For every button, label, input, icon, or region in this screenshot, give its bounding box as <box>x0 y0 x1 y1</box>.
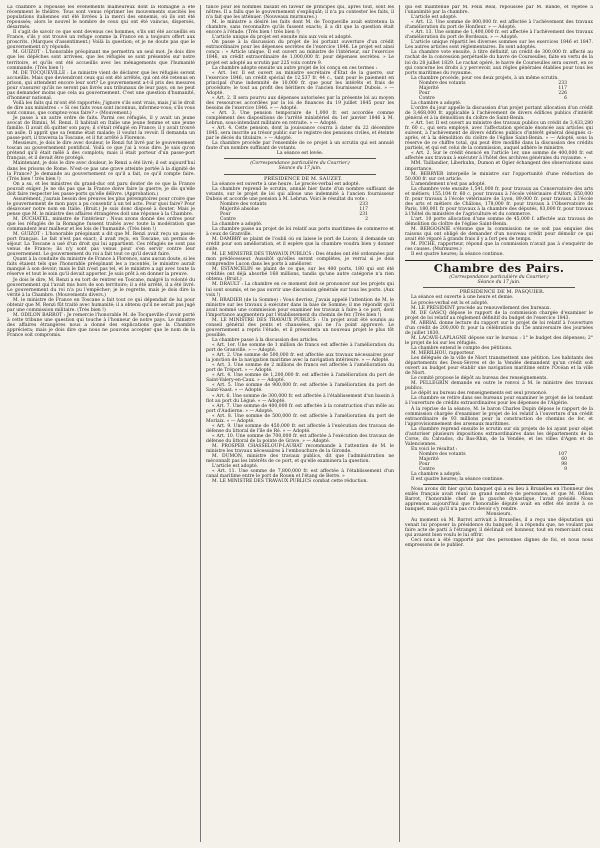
paragraph: « Art. 5. Une somme de 900,000 fr. est affectée à l'amélioration du port de Saint-Vaast. » — Adopté. <box>206 383 394 394</box>
paragraph: M. ODILON BARROT : Je remercie l'honorable M. de Tocqueville d'avoir porté à cette tribune une question qui touche à l'honneur de notre pays. Le ministre des affaires étrangères nous a donné des explications que la Chambre appréciera; mais je dois dire que nous ne pouvons accepter que le nom de la France soit compromis. <box>7 312 195 339</box>
paragraph: Maintenant, je dois le dire avec douleur, le Renzi a été livré; il est aujourd'hui dans les prisons de Rome. N'est-ce pas une grave atteinte portée à la dignité de la France? Je demande au gouvernement ce qu'il a fait, ce qu'il compte faire. (Très bien ! très bien !) <box>7 161 195 182</box>
paragraph: « Art. 2. Une somme de 500,000 fr. est affectée aux travaux nécessaires pour la jonction de la navigation maritime avec la navigation intérieure. » — Adopté. <box>206 353 394 364</box>
paragraph: « Art. 11. Une somme de 7,800,000 fr. est affectée à l'établissement d'un canal maritime entre le port de Rouen et l'étang de Berre. » <box>206 469 394 480</box>
paragraph: M. DE TOCQUEVILLE : Le ministre vient de déclarer que les réfugiés seront accueillis. Mais que deviendront ceux qui ont été arrêtés, qui ont été retenus en prison, qui attendent encore leur sort? Le gouvernement a-t-il pris des mesures pour s'assurer qu'ils ne seront pas livrés aux tribunaux de leur pays, on ne peut pas demander moins que cela au gouvernement. C'est une question d'humanité, d'honneur national. <box>7 70 195 101</box>
paragraph: Le comité propose le dépôt au bureau des renseignements. <box>411 376 548 382</box>
paragraph: M. PROSPER CHASSELOUP-LAUBAT recommande à l'attention de M. le ministre les travaux nécessaires à l'embouchure de la Gironde. <box>206 443 394 455</box>
paragraph: La chambre procède par l'ensemble de ce projet à un scrutin qui est annulé faute d'un nombre suffisant de votants. <box>206 141 394 152</box>
paragraph: « Art. 7. Une somme de 400,000 fr. est affectée à la construction d'un môle au port d'Audierne. » — Adopté. <box>206 403 394 414</box>
paragraph: M. LE PRÉSIDENT procède au renouvellement des bureaux. <box>411 305 551 311</box>
paragraph: M. le ministre a désiré les faits dont M. de Tocqueville avait entretenu la chambre, sans reconnaître qu'ils fussent exacts; il a dit que la question était encore à l'étude. (Très bien ! très bien !) <box>206 20 394 36</box>
vote-row: Nombre des votants 107 <box>419 451 567 457</box>
paragraph: Voilà les faits qui m'ont été rapportés; j'ignore s'ils sont vrais, mais j'ai le droit de dire aux ministres : « Si ces faits vous sont inconnus, informez-vous; s'ils vous sont connus, que comptez-vous faire? » (Mouvement.) <box>7 100 195 116</box>
paragraph: M. LE MINISTRE DES TRAVAUX PUBLICS : Un projet avait été soumis au conseil général des ponts et chaussées, qui ne l'a point approuvé. Le gouvernement a repris l'étude, et il présentera un nouveau projet le plus tôt possible. <box>206 317 394 338</box>
paragraph: Nous avons dit hier qu'un banquet qui a eu lieu à Bruxelles en l'honneur des exilés français avait réuni un grand nombre de personnes, et que M. Odilon Barrot, l'honorable chef de la gauche dynastique, l'avait présidé. Nous apprenons aujourd'hui que l'honorable député avait en effet été invité à ce banquet, mais qu'il n'a pas cru devoir s'y rendre. <box>405 487 593 513</box>
paragraph: M. LACAVE-LAPLAGNE dépose sur le bureau : 1° le budget des dépenses; 2° le projet de loi sur les réfugiés. <box>405 335 593 346</box>
paragraph: La chambre reprend le scrutin, annulé hier faute d'un nombre suffisant de votants, sur le projet de loi qui alloue une indemnité à l'ancien fournisseur Dubois et accorde une pension à M. Lebrun. Voici le résultat du vote : <box>206 186 394 202</box>
session-date: Séance du 17 juin. <box>278 166 322 172</box>
paragraph: La chambre a adopté. <box>212 221 263 227</box>
paragraph: L'article est adopté. <box>411 15 458 21</box>
paragraph: « Art. 2. Il sera pourvu aux dépenses autorisées par la présente loi au moyen des ressources accordées par la loi de finances du 19 juillet 1845 pour les besoins de l'exercice 1846. » — Adopté. <box>206 95 394 111</box>
paragraph: M. BERRYER interpelle le ministre sur l'opportunité d'une réduction de 50,000 fr. sur cet article. <box>405 171 593 182</box>
paragraph: « Art. 1er. Une somme de 1 million de francs est affectée à l'amélioration du port de Granville. » — Adopté. <box>206 343 394 354</box>
vote-row: Pour 226 <box>419 90 567 96</box>
paragraph: Assurément, j'aurais besoin des preuves les plus péremptoires pour croire que le gouvernement de mon pays a pu consentir à un tel acte. Pour quoi faire? Pour désavouer notre nom en Italie. (Bruit.) Je suis donc disposé à douter. Mais je pense que M. le ministre des affaires étrangères doit une réponse à la Chambre. <box>7 196 195 217</box>
paragraph: On a su, et les ministres du grand-duc ont paru douter de ce que la France pouvait exiger. Je ne dis pas que la France doive faire la guerre; je dis qu'elle doit faire respecter les passe-ports qu'elle délivre. (Approbation.) <box>7 181 195 197</box>
paragraph: La chambre reprend ensuite le scrutin sur six projets de loi ayant pour objet d'autoriser plusieurs impositions extraordinaires dans les départements de la Corse, du Calvados, du Bas-Rhin, de la Vendée, et les villes d'Agen et de Valenciennes. <box>405 426 593 447</box>
chambre-des-pairs-heading: Chambre des Pairs. <box>433 261 565 276</box>
paragraph: « Art. 9. Une somme de 450,000 fr. est affectée à l'exécution des travaux de défense du littoral de l'île de Ré. » — Adopté. <box>206 423 394 434</box>
paragraph: qui est maintenue par M. Félix Réal, repoussée par M. Bande, et rejetée à l'unanimité par la chambre. <box>405 5 593 16</box>
paragraph: « Art. 4. Cette pension, dont la jouissance courra à dater du 22 décembre 1845, sera inscrite au trésor public sur le registre des pensions civiles, et éteinte par le décès du titulaire. » — Adopté. <box>206 126 394 142</box>
paragraph: Je dois le dire, M. Renzi a eu tort de rentrer en Toscane, malgré la volonté du gouvernement qui l'avait mis hors de son territoire; il a été arrêté, il a été livré. Le gouvernement du roi n'a pu l'empêcher; je le regrette, mais je dois dire la vérité à la Chambre. (Mouvements divers.) <box>7 277 195 298</box>
session-date: Séance du 17 juin. <box>477 280 521 286</box>
paragraph: En voici le résultat : <box>411 446 458 452</box>
paragraph: Il est quatre heures; la séance continue. <box>411 252 504 258</box>
paragraph: Il est quatre heures; la séance continue. <box>411 477 504 483</box>
vote-row: Nombre des votants 233 <box>419 80 567 86</box>
paragraph: « Art. 13. Une somme de 1,400,000 fr. est affectée à l'achèvement des travaux d'amélioration du port de Bordeaux. » — Adopté. <box>405 30 593 41</box>
paragraph: M. ABRIAL donne lecture du rapport sur le projet de loi relatif à l'ouverture d'un crédit de 200,000 fr. pour la célébration du 15e anniversaire des journées de juillet 1830. <box>405 320 593 336</box>
paragraph: M. GUIZOT : L'honorable préopinant me permettra un seul mot. Je dois dire que les dépêches sont arrivées, que les réfugiés se sont présentés sur notre territoire, et qu'ils ont été accueillis avec les ménagements que l'humanité commande. (Très bien !) <box>7 50 195 71</box>
paragraph: M. DUCHATEL, ministre de l'intérieur : Nous avons donné des ordres pour que les réfugiés de la Romagne fussent traités avec toute la modération que commandent leur malheur et les lois de l'humanité. (Très bien !) <box>7 216 195 233</box>
paragraph: M. LE MINISTRE DES TRAVAUX PUBLICS combat cette réduction. <box>212 479 368 485</box>
paragraph: On passe à la discussion du projet de loi portant ouverture d'un crédit extraordinaire pour les dépenses secrètes de l'exercice 1846. Le projet est ainsi conçu : « Article unique. Il est ouvert au ministre de l'intérieur, sur l'exercice 1846, un crédit extraordinaire de 1,000,000 fr. pour dépenses secrètes. » Le projet est adopté au scrutin par 225 voix contre 9. <box>206 40 394 66</box>
paragraph: L'article unique répartit les diverses sommes sur les exercices 1846 et 1847. Les autres articles sont réglementaires. Ils sont adoptés. <box>405 40 593 51</box>
paragraph: M. MÉRILHOU, rapporteur. <box>411 351 475 356</box>
paragraph: « Art. 12. Une somme de 800,000 fr. est affectée à l'achèvement des travaux d'amélioration du port de Honfleur. » — Adopté. <box>405 20 593 31</box>
paragraph: La chambre passe au projet de loi relatif aux ports maritimes de commerce et à ceux de Granville. <box>206 226 394 238</box>
paragraph: Ceci nous a été rapporté par des personnes dignes de foi, et nous nous empressons de le publier. <box>405 537 593 548</box>
paragraph: Messieurs, je dois le dire avec douleur, le Renzi fut livré par le gouvernement toscan au gouvernement pontifical. Voilà ce que j'ai à vous dire. Je sais qu'on prétend qu'il était mêlé à des complots; mais il était porteur d'un passe-port français, et il devait être protégé. <box>7 141 195 162</box>
paragraph: Le dépôt au bureau des renseignements est seul prononcé. <box>411 391 548 397</box>
vote-row: Majorité 117 <box>419 85 567 91</box>
paragraph: « Art. 1er. Il est ouvert au ministre des travaux publics un crédit de 3,433,280 fr. 60 c., qui sera employé, avec l'affectation spéciale énoncée aux articles qui suivent, à l'achèvement de divers édifices publics d'intérêt général désignés ci-après, et à la démolition du cloître de l'église Saint-Benin. » — Adopté, sous la réserve de ce chiffre total, qui peut être modifié dans la discussion des crédits partiels, et qui est celui de la commission, auquel adhère le ministre. <box>405 121 593 152</box>
column-rule <box>399 5 400 842</box>
paragraph: Les délégués de la ville de Niort transmettent une pétition. Les habitants des départements des Deux-Sèvres et de la Vendée demandent qu'un crédit soit ouvert au budget pour établir une navigation maritime entre l'Océan et la ville de Niort. <box>405 356 593 377</box>
paragraph: L'article est adopté. <box>212 464 259 470</box>
paragraph: L'ordre du jour appelle la discussion d'un projet portant allocation d'un crédit de 3,468,000 fr. applicable à l'achèvement de divers édifices publics d'intérêt général et à la démolition du cloître de Saint-Benin. <box>405 105 593 122</box>
paragraph: MM. Taillandier, Liberkuhn, Dumon et Ogier échangent des observations sans importance. <box>405 161 593 172</box>
paragraph: M. PELLEGRIN demande en outre le renvoi à M. le ministre des travaux publics. <box>405 381 593 392</box>
presidency-heading: PRÉSIDENCE DE M. PASQUIER. <box>459 289 545 296</box>
paragraph: M. BERGOGNIÉ s'étonne que la commission ne se soit pas enquise des raisons qui ont obligé de demander d'un nouveau crédit pour démolir ce qui avait été réparé à grands frais il y a fort peu de temps. <box>405 227 593 243</box>
paragraph: M. DUMON, ministre des travaux publics, dit que l'administration ne méconnaît pas les intérêts de ce port, et qu'elle examinera la question. <box>206 454 394 465</box>
paragraph: M. GUIZOT : L'honorable préopinant a dit que M. Renzi avait reçu un passe-port français. Le fait n'est pas exact; il avait reçu, en Toscane, un permis de séjour. La Toscane a usé d'un droit qui lui appartient. Ces réfugiés ne sont pas venus de France; ils n'y sont pas venus pour s'en servir contre leur gouvernement. Le gouvernement du roi a fait tout ce qu'il devait faire. <box>7 232 195 258</box>
vote-row: Contre 6 <box>419 95 567 101</box>
paragraph: La chambre a adopté. <box>411 100 462 106</box>
paragraph: « Art. 8. Une somme de 500,000 fr. est affectée à l'amélioration du port de Morlaix. » — Adopté. <box>206 413 394 424</box>
paragraph: La chambre a repoussé les événements malheureux dont la Romagne a été récemment le théâtre. Tous sont venus réprimer les mouvements suscités les populations italiennes ont été livrées à la merci des ennemis, où ils ont été repoussés; alors le nouvel le nombre de ceux qui ont été vaincus, dispersés, désarmés. <box>7 5 195 31</box>
paragraph: La chambre passe à la discussion des articles. <box>212 338 319 343</box>
vote-row: Pour 231 <box>220 211 368 217</box>
paragraph: « Art. 10. Une somme de 700,000 fr. est affectée à l'exécution des travaux de défense du littoral de la pointe de Grave. » — Adopté. <box>206 433 394 444</box>
paragraph: « Art. 1er. Il est ouvert au ministre secrétaire d'État de la guerre, sur l'exercice 1846, un crédit spécial de 12,537 fr. 44 c., tant pour le paiement en principal d'une indemnité de 10,000 fr. que pour les intérêts et frais de procédure; le tout au profit des héritiers de l'ancien fournisseur Dubois. » — Adopté. <box>206 70 394 96</box>
paragraph: M. DRAULT : La chambre en ce moment doit se prononcer sur les projets qui lui sont soumis, et ne pas ouvrir une discussion générale sur tous les ports. (Aux voix !) <box>206 282 394 298</box>
paragraph: Il s'agit de savoir ce que sont devenus ces hommes, s'ils ont été accueillis en France, s'ils y ont trouvé un refuge comme la France en a toujours offert aux proscrits. (Marques d'assentiment.) Voilà la question; et je ne doute pas que le gouvernement n'y réponde. <box>7 30 195 51</box>
session-end: La séance est levée. <box>276 151 324 157</box>
paragraph: L'art. 10 porte allocation d'une somme de 45,000 f. affectée aux travaux de démolition du cloître de l'église Saint-Benin. <box>405 216 593 228</box>
paragraph: Au moment où M. Barrot arrivait à Bruxelles, il a reçu une députation qui venait lui proposer la présidence du banquet; il a répondu que, ne voulant pas faire acte de parti à l'étranger, il déclinait cet honneur, tout en remerciant ceux qui avaient bien voulu le lui offrir. <box>405 517 593 538</box>
paragraph: La séance est ouverte à une heure. Le procès-verbal est adopté. <box>212 181 360 187</box>
column-2 <box>206 5 394 842</box>
correspondence-line: (Correspondance particulière du Courrier.) <box>250 161 350 167</box>
column-3 <box>405 5 593 842</box>
paragraph: Monsieurs, <box>486 512 512 518</box>
paragraph: « Art. 6. Une somme de 300,000 fr. est affectée à l'établissement d'un bassin à flot au port du Légué. » — Adopté. <box>206 393 394 404</box>
paragraph: Quant à la conduite du ministre de France à Florence, sans aucun doute, si les faits étaient tels que l'honorable préopinant les a racontés, le ministre aurait manqué à son devoir; mais le fait n'est pas tel, et le ministre a agi avec toute la réserve et tout le soin qu'il devait apporter. Je suis prêt à en donner la preuve. <box>7 257 195 278</box>
correspondence-line: (Correspondance particulière du Courrier.) <box>449 275 549 281</box>
paragraph: M. LE MINISTRE DES TRAVAUX PUBLICS : Des études ont été ordonnées par mon prédécesseur. Aussitôt qu'elles seront complètes, je verrai si je dois comprendre Lucon dans les ports à améliorer. <box>206 252 394 268</box>
paragraph: La chambre procède, pour ces deux projets, à un même scrutin. <box>411 75 559 81</box>
column-1 <box>7 5 195 842</box>
paragraph: M. le ministre de France en Toscane a fait tout ce qui dépendait de lui pour obtenir que M. Renzi fût traité avec humanité; il a obtenu qu'il ne serait pas jugé par une commission militaire. (Très bien !) <box>7 297 195 313</box>
paragraph: « Art. 2. Sur le crédit énoncé en l'article 1er, une somme de 400,000 fr. est affectée aux travaux à exécuter à l'hôtel des archives générales du royaume. » <box>405 151 593 162</box>
vote-row: Majorité 60 <box>419 456 567 462</box>
paragraph: M. DE GASCQ dépose le rapport de la commission chargée d'examiner le projet de loi relatif au règlement définitif du budget de l'exercice 1843. <box>405 310 593 321</box>
vote-row: Contre 2 <box>220 216 368 222</box>
paragraph: « Art. 3. Une somme de 2 millions de francs est affectée à l'amélioration du port de Tréport. » — Adopté. <box>206 363 394 374</box>
paragraph: Le procès-verbal est lu et adopté. <box>411 300 489 306</box>
paragraph: La séance est ouverte à une heure et demie. <box>411 295 514 301</box>
vote-row: Majorité absolue 117 <box>220 206 368 212</box>
paragraph: La chambre a adopté. <box>411 472 462 478</box>
paragraph: tance pour les hommes faisant en faveur de principes qui, après tout, sont les nôtres. Il a fallu que le gouvernement s'expliquât; il n'a pu contester les faits, il n'a fait que les atténuer. (Nouveaux murmures.) <box>206 5 394 21</box>
vote-row: Pour 98 <box>419 462 567 468</box>
column-rule <box>200 5 201 842</box>
paragraph: La chambre vote ensuite 1,541,000 fr. pour travaux au Conservatoire des arts et métiers; 155,104 fr. 60 c. pour travaux à l'école vétérinaire d'Alfort; 650,000 fr. pour travaux à l'école vétérinaire de Lyon, 89,000 fr. pour travaux à l'école des arts et métiers de Châlons, 178,000 fr. pour travaux à l'Observatoire de Paris, 180,001 fr. pour travaux à la chambre des députés, 83,000 fr. pour travaux à l'hôtel du ministère de l'agriculture et du commerce. <box>405 186 593 217</box>
paragraph: M. BRADIER (de la Somme) : Vous devriez, j'avais appelé l'attention de M. le ministre sur les travaux à exécuter dans la baie de Somme; il me répondit qu'il avait nommé une commission pour examiner les travaux à faire à ce port, dont l'importance augmentera par l'établissement du chemin de fer. (Très bien !) <box>206 297 394 318</box>
presidency-heading: PRÉSIDENCE DE M. SAUZET. <box>263 175 343 182</box>
vote-row: Contre 9 <box>419 467 567 473</box>
section-divider <box>423 484 575 485</box>
paragraph: La chambre vote ensuite, à titre définitif, un crédit de 300,000 fr. affecté au rachat de la concession perpétuelle du havre de Courseulles, faite en vertu de la loi du 28 juillet 1829. Le rachat opéré, le havre de Courseulles sera ouvert, en ce qui concerne les droits à y percevoir, aux règles générales établies pour tous les ports maritimes du royaume. <box>405 50 593 76</box>
paragraph: « Art. 3. Une pension temporaire de 1,000 fr. est accordée comme complément des dispositions de l'arrêté ministériel du 1er janvier 1846 à M. Lebrun, sous-intendant militaire en retraite. » — Adopté. <box>206 110 394 127</box>
paragraph: La chambre se retire dans ses bureaux pour examiner le projet de loi tendant à l'ouverture de crédits extraordinaires pour les dépenses de l'Algérie. <box>405 396 593 407</box>
paragraph: À la reprise de la séance, M. le baron Charles Dupin dépose le rapport de la commission chargée d'examiner le projet de loi relatif à l'ouverture d'un crédit extraordinaire de 93 millions pour la construction de chemins de fer, et l'approvisionnement des arsenaux maritimes. <box>405 406 593 427</box>
paragraph: Je passe à un autre ordre de faits. Parmi ces réfugiés, il y avait un jeune avocat de Rimini, M. Renzi. Il habitait en Italie une jeune femme et une jeune famille. Il avait dû quitter son pays; il s'était réfugié en France; il y avait trouvé un asile. Il apprit que sa femme était malade; il voulut la revoir. Il demanda un passe-port, il traversa la Toscane, et il fut arrêté à Florence. <box>7 116 195 142</box>
paragraph: « Art. 4. Une somme de 1,200,000 fr. est affectée à l'amélioration du port de Saint-Valery-en-Caux. » — Adopté. <box>206 373 394 384</box>
paragraph: M. ESTANCELIN se plaint de ce que, sur les 400 ports, 180 qui ont été crédités ont déjà absorbé 168 millions, tandis qu'une autre catégorie n'a rien obtenu. (Bruit.) <box>206 267 394 283</box>
section-divider <box>224 174 376 175</box>
paragraph: M. PICHE, rapporteur, répond que la commission n'avait pas à s'enquérir de ces causes. (Murmures.) <box>405 242 593 253</box>
paragraph: L'article unique du projet est ensuite mis aux voix et adopté. <box>212 35 353 41</box>
vote-row: Nombre des votants 233 <box>220 201 368 207</box>
section-divider <box>224 158 376 159</box>
paragraph: La chambre adopte ensuite un autre projet de loi conçu en ces termes : <box>212 65 378 71</box>
paragraph: M. DAMBRY se plaint de l'oubli où on laisse le port de Lucon; il demande un crédit pour son amélioration, et il espère que la chambre voudra bien y donner suite. <box>206 237 394 253</box>
paragraph: L'amendement n'est pas adopté. <box>411 181 486 187</box>
paragraph: La chambre entend le compte des pétitions. <box>411 345 513 351</box>
